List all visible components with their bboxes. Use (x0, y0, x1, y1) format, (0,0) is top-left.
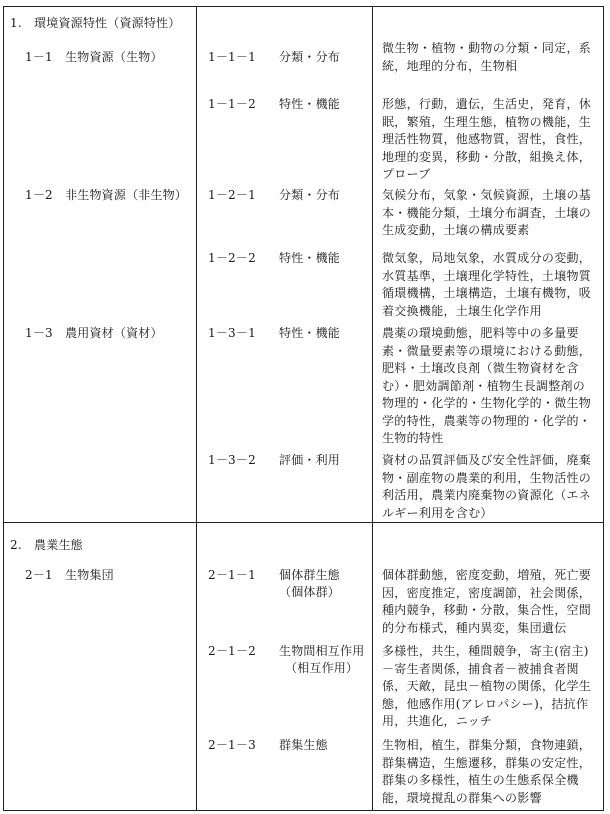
item-code: 1－3－2 (208, 453, 256, 467)
item-name: 分類・分布 (279, 188, 341, 202)
item-code: 2－1－3 (208, 738, 256, 752)
item-name: 分類・分布 (279, 50, 341, 64)
item-code: 1－2－1 (208, 188, 256, 202)
group-heading: 1－3 農用資材（資材） (25, 326, 163, 340)
item-name: 個体群生態 (279, 568, 341, 582)
item-description: 個体群動態，密度変動，増殖，死亡要因，密度推定，密度調節，社会関係，種内競争，移動・分散，集合性，空間的分布様式，種内異変，集団遺伝 (382, 568, 592, 635)
item-description: 多様性，共生，種間競争，寄主(宿主)－寄生者関係，捕食者－被捕食者関係，天敵，昆虫－植物の関係，化学生態，他感作用(アレロパシー)，拮抗作用，共進化，ニッチ (382, 644, 592, 728)
item-code: 1－2－2 (208, 251, 256, 265)
section-heading: 1. 環境資源特性（資源特性） (10, 16, 181, 30)
group-heading: 2－1 生物集団 (25, 568, 114, 582)
item-name-sub: （個体群） (279, 585, 341, 599)
item-name: 特性・機能 (279, 97, 341, 111)
section-divider (3, 522, 604, 523)
item-description: 気候分布，気象・気候資源，土壌の基本・機能分類，土壌分布調査，土壌の生成変動，土壌の構成要素 (382, 188, 592, 237)
item-description: 微生物・植物・動物の分類・同定，系統，地理的分布，生物相 (382, 41, 592, 73)
group-heading: 1－1 生物資源（生物） (25, 50, 163, 64)
item-description: 形態，行動，遺伝，生活史，発育，休眠，繁殖，生理生態，植物の機能，生理活性物質，他感物質，習性，食性，地理的変異，移動・分散，組換え体，プローブ (382, 97, 592, 181)
item-code: 1－1－1 (208, 50, 256, 64)
item-name: 生物間相互作用 (279, 644, 365, 658)
item-name: 特性・機能 (279, 326, 341, 340)
item-name: 評価・利用 (279, 453, 341, 467)
item-code: 1－3－1 (208, 326, 256, 340)
group-heading: 1－2 非生物資源（非生物） (25, 188, 188, 202)
item-code: 2－1－1 (208, 568, 256, 582)
item-description: 資材の品質評価及び安全性評価，廃棄物・副産物の農業的利用，生物活性の利活用，農業内廃棄物の資源化（エネルギー利用を含む） (382, 453, 592, 520)
item-name: 特性・機能 (279, 251, 341, 265)
item-code: 2－1－2 (208, 644, 256, 658)
item-description: 農薬の環境動態，肥料等中の多量要素・微量要素等の環境における動態，肥料・土壌改良剤（微生物資材を含む）・肥効調節剤・植物生長調整剤の物理的・化学的・生物化学的・微生物学的特性，農薬等の物理的・化学的・生物的特性 (382, 326, 592, 445)
item-name-sub: （相互作用） (285, 661, 359, 675)
column-divider-1 (196, 6, 197, 811)
column-divider-2 (372, 6, 373, 811)
section-heading: 2. 農業生態 (10, 538, 83, 552)
item-description: 微気象，局地気象，水質成分の変動，水質基準，土壌理化学特性，土壌物質循環機構，土壌構造，土壌有機物，吸着交換機能，土壌生化学作用 (382, 251, 592, 318)
item-code: 1－1－2 (208, 97, 256, 111)
item-name: 群集生態 (279, 738, 328, 752)
item-description: 生物相，植生，群集分類，食物連鎖，群集構造，生態遷移，群集の安定性，群集の多様性，植生の生態系保全機能，環境撹乱の群集への影響 (382, 738, 592, 805)
